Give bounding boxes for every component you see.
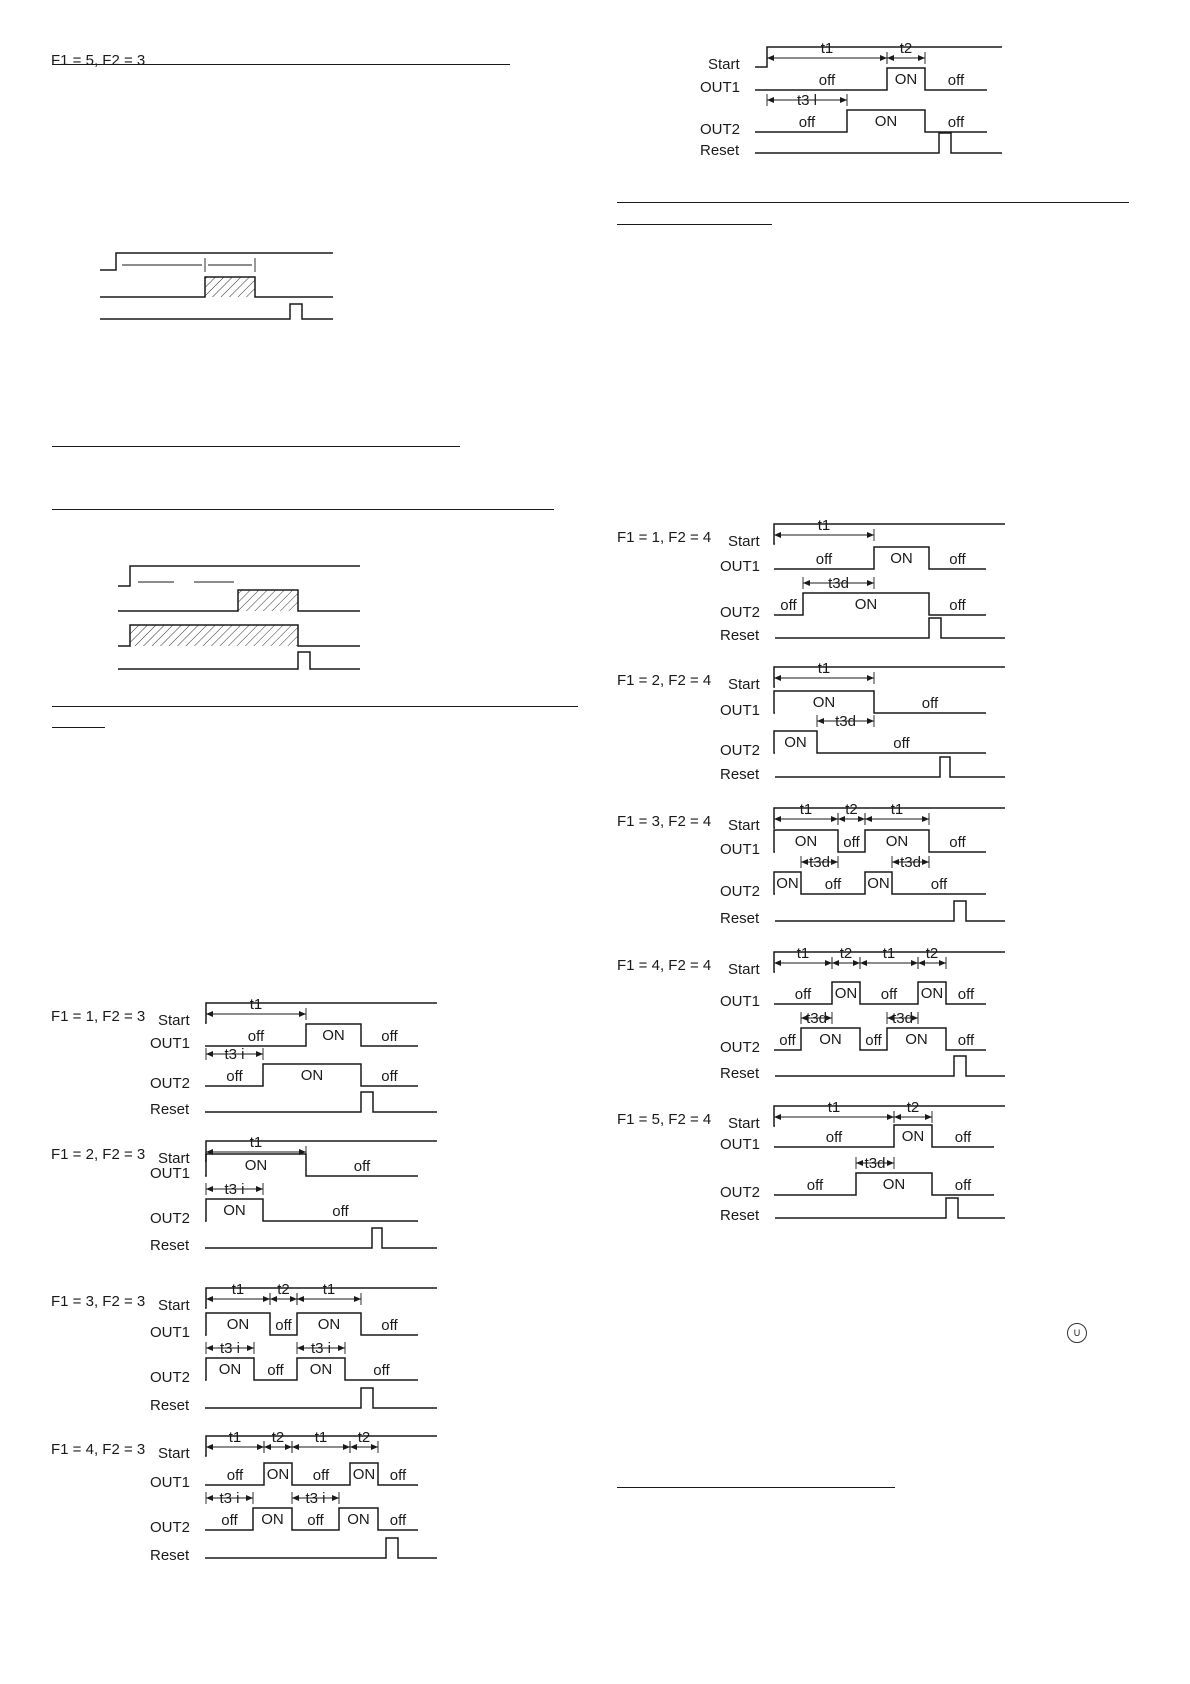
dim-t3i-arrow bbox=[338, 1345, 345, 1351]
reset-waveform bbox=[775, 1198, 1005, 1218]
dim-label-t1: t1 bbox=[231, 1281, 245, 1298]
dim-t2-arrow bbox=[270, 1296, 277, 1302]
dim-label-t2: t2 bbox=[839, 945, 853, 962]
u-mark-text: U bbox=[1073, 1328, 1081, 1338]
out1-label: OUT1 bbox=[720, 558, 761, 575]
dim-t1-arrow bbox=[774, 1114, 781, 1120]
timing-diagram-1 bbox=[51, 996, 437, 1118]
dim-label-t3: t3 i bbox=[305, 1490, 326, 1507]
out1-state-off: off bbox=[381, 1028, 398, 1045]
dim-label-t1: t1 bbox=[890, 801, 904, 818]
reset-waveform bbox=[205, 1092, 437, 1112]
schematic-diagram-a bbox=[100, 253, 333, 319]
reset-waveform bbox=[775, 901, 1005, 921]
out1-label: OUT1 bbox=[700, 79, 741, 96]
out1-state-off: off bbox=[949, 834, 966, 851]
timing-diagram-2 bbox=[51, 1134, 437, 1254]
dim-label-t2: t2 bbox=[271, 1429, 285, 1446]
diagram-title: F1 = 1, F2 = 4 bbox=[617, 529, 712, 546]
dim-label-t1: t1 bbox=[249, 996, 263, 1013]
out2-state-on: ON bbox=[854, 596, 878, 613]
out2-state-off: off bbox=[949, 597, 966, 614]
reset-label: Reset bbox=[150, 1237, 190, 1254]
out2-state-on: ON bbox=[905, 1031, 928, 1048]
out2-state-off: off bbox=[780, 597, 797, 614]
out1-state-off: off bbox=[815, 551, 833, 568]
out2-label: OUT2 bbox=[720, 1039, 761, 1056]
reset-label: Reset bbox=[720, 1207, 760, 1224]
out2-state-on: ON bbox=[223, 1202, 246, 1219]
out1-state-on: ON bbox=[794, 833, 818, 850]
dim-t2-arrow bbox=[264, 1444, 271, 1450]
dim-t1-arrow bbox=[887, 1114, 894, 1120]
out2-state-off: off bbox=[226, 1068, 243, 1085]
out1-state-off: off bbox=[389, 1467, 407, 1484]
out2-state-on: ON bbox=[882, 1176, 906, 1193]
out2-state-off: off bbox=[373, 1362, 390, 1379]
dim-t3i-arrow bbox=[247, 1345, 254, 1351]
dim-label-t3: t3d bbox=[806, 1010, 827, 1027]
out2-state-off: off bbox=[865, 1032, 882, 1049]
dim-t2-arrow bbox=[918, 55, 925, 61]
dim-label-t3: t3d bbox=[828, 575, 849, 592]
out1-label: OUT1 bbox=[720, 841, 761, 858]
dim-label-t2: t2 bbox=[899, 40, 913, 57]
dim-label-t3: t3 i bbox=[224, 1046, 245, 1063]
dim-label-t3: t3 i bbox=[310, 1340, 332, 1357]
timing-diagram-9 bbox=[617, 1099, 1005, 1224]
out1-state-on: ON bbox=[812, 694, 836, 711]
out1-state-off: off bbox=[353, 1158, 371, 1175]
dim-label-t3: t3 i bbox=[219, 1490, 240, 1507]
dim-t2-arrow bbox=[371, 1444, 378, 1450]
dim-label-t3: t3 l bbox=[796, 92, 818, 109]
timing-diagram-6 bbox=[617, 660, 1005, 783]
out2-state-on: ON bbox=[867, 875, 890, 892]
reset-label: Reset bbox=[150, 1101, 190, 1118]
out1-state-on: ON bbox=[322, 1027, 345, 1044]
out2-label: OUT2 bbox=[150, 1369, 191, 1386]
out1-state-off: off bbox=[921, 695, 939, 712]
out1-state-off: off bbox=[825, 1129, 843, 1146]
out2-state-on: ON bbox=[218, 1361, 242, 1378]
reset-label: Reset bbox=[720, 766, 760, 783]
out1-state-on: ON bbox=[890, 550, 913, 567]
out2-state-off: off bbox=[332, 1203, 349, 1220]
out2-state-on: ON bbox=[300, 1067, 324, 1084]
out1-state-off: off bbox=[947, 72, 965, 89]
reset-label: Reset bbox=[720, 1065, 760, 1082]
out2-label: OUT2 bbox=[700, 121, 741, 138]
timing-diagram-7 bbox=[617, 801, 1005, 927]
dim-t1-arrow bbox=[263, 1296, 270, 1302]
out1-state-off: off bbox=[381, 1317, 398, 1334]
dim-t1-arrow bbox=[825, 960, 832, 966]
out2-label: OUT2 bbox=[720, 604, 761, 621]
out1-state-on: ON bbox=[885, 833, 909, 850]
out2-state-off: off bbox=[806, 1177, 824, 1194]
dim-t3i-arrow bbox=[246, 1495, 253, 1501]
start-waveform bbox=[755, 47, 1002, 67]
out2-state-off: off bbox=[957, 1032, 975, 1049]
out1-label: OUT1 bbox=[720, 702, 761, 719]
start-waveform bbox=[774, 667, 1005, 687]
dim-t1-arrow bbox=[865, 816, 872, 822]
out2-state-off: off bbox=[779, 1032, 796, 1049]
dim-t1-arrow bbox=[206, 1011, 213, 1017]
dim-t1-arrow bbox=[767, 55, 774, 61]
dim-label-t1: t1 bbox=[799, 801, 813, 818]
dim-t3i-arrow bbox=[206, 1345, 213, 1351]
reset-waveform bbox=[775, 757, 1005, 777]
reset-waveform bbox=[205, 1388, 437, 1408]
reset-label: Reset bbox=[700, 142, 740, 159]
dim-t1-arrow bbox=[206, 1296, 213, 1302]
out1-state-off: off bbox=[794, 986, 812, 1003]
dim-label-t1: t1 bbox=[796, 945, 810, 962]
dim-label-t2: t2 bbox=[925, 945, 939, 962]
schematic-diagram-b bbox=[118, 566, 360, 669]
reset-waveform bbox=[775, 618, 1005, 638]
out1-state-off: off bbox=[843, 834, 860, 851]
dim-label-t2: t2 bbox=[906, 1099, 920, 1116]
out2-state-off: off bbox=[381, 1068, 398, 1085]
dim-t2-arrow bbox=[918, 960, 925, 966]
out1-label: OUT1 bbox=[720, 1136, 761, 1153]
dim-label-t1: t1 bbox=[882, 945, 896, 962]
dim-t1-arrow bbox=[354, 1296, 361, 1302]
dim-label-t3: t3d bbox=[835, 713, 856, 730]
dim-t1-arrow bbox=[343, 1444, 350, 1450]
dim-label-t1: t1 bbox=[249, 1134, 263, 1151]
diagram-title: F1 = 4, F2 = 4 bbox=[617, 957, 712, 974]
out1-state-on: ON bbox=[901, 1128, 925, 1145]
out2-state-on: ON bbox=[261, 1511, 284, 1528]
dim-t2-arrow bbox=[832, 960, 839, 966]
dim-t1-arrow bbox=[860, 960, 867, 966]
dim-t1-arrow bbox=[292, 1444, 299, 1450]
out2-state-on: ON bbox=[874, 113, 898, 130]
out1-state-on: ON bbox=[226, 1316, 250, 1333]
out1-state-off: off bbox=[954, 1129, 972, 1146]
dim-t3i-arrow bbox=[332, 1495, 339, 1501]
out1-state-off: off bbox=[818, 72, 836, 89]
diagram-title: F1 = 1, F2 = 3 bbox=[51, 1008, 146, 1025]
timing-diagram-4 bbox=[51, 1429, 437, 1564]
dim-t2-arrow bbox=[858, 816, 865, 822]
reset-waveform bbox=[755, 133, 1002, 153]
reset-waveform bbox=[205, 1228, 437, 1248]
out2-label: OUT2 bbox=[150, 1210, 191, 1227]
dim-t2-arrow bbox=[285, 1444, 292, 1450]
reset-label: Reset bbox=[150, 1547, 190, 1564]
out2-state-off: off bbox=[947, 114, 965, 131]
dim-t1-arrow bbox=[831, 816, 838, 822]
dim-t1-arrow bbox=[774, 816, 781, 822]
dim-t2-arrow bbox=[290, 1296, 297, 1302]
diagram-title: F1 = 2, F2 = 4 bbox=[617, 672, 712, 689]
dim-label-t2: t2 bbox=[845, 801, 858, 818]
dim-t1-arrow bbox=[257, 1444, 264, 1450]
dim-label-t2: t2 bbox=[357, 1429, 371, 1446]
dim-label-t3: t3d bbox=[809, 854, 830, 871]
dim-label-t1: t1 bbox=[817, 660, 831, 677]
out2-label: OUT2 bbox=[150, 1075, 191, 1092]
start-waveform bbox=[205, 1003, 437, 1023]
start-waveform bbox=[205, 1141, 437, 1161]
dim-t1-arrow bbox=[774, 675, 781, 681]
out1-waveform bbox=[205, 1154, 418, 1176]
out1-label: OUT1 bbox=[150, 1474, 191, 1491]
out1-state-off: off bbox=[247, 1028, 265, 1045]
dim-t3i-arrow bbox=[292, 1495, 299, 1501]
dim-t2-arrow bbox=[887, 55, 894, 61]
dim-t3i-arrow bbox=[256, 1051, 263, 1057]
dim-t3d-arrow bbox=[803, 580, 810, 586]
start-waveform bbox=[774, 524, 1005, 544]
out1-state-off: off bbox=[275, 1317, 292, 1334]
out2-state-on: ON bbox=[776, 875, 799, 892]
out1-waveform bbox=[774, 691, 986, 713]
out2-label: OUT2 bbox=[150, 1519, 191, 1536]
start-label: Start bbox=[708, 56, 740, 73]
dim-t2-arrow bbox=[853, 960, 860, 966]
dim-label-t1: t1 bbox=[314, 1429, 328, 1446]
dim-t3d-arrow bbox=[867, 580, 874, 586]
reset-waveform bbox=[775, 1056, 1005, 1076]
out1-label: OUT1 bbox=[150, 1324, 191, 1341]
dim-t1-arrow bbox=[867, 675, 874, 681]
out1-state-on: ON bbox=[352, 1466, 376, 1483]
diagram-title: F1 = 4, F2 = 3 bbox=[51, 1441, 146, 1458]
start-label: Start bbox=[158, 1012, 190, 1029]
dim-t2-arrow bbox=[925, 1114, 932, 1120]
dim-t3d-arrow bbox=[867, 718, 874, 724]
dim-t2-arrow bbox=[894, 1114, 901, 1120]
out2-state-off: off bbox=[893, 735, 910, 752]
start-label: Start bbox=[728, 533, 760, 550]
out1-state-off: off bbox=[957, 986, 975, 1003]
diagram-title: F1 = 2, F2 = 3 bbox=[51, 1146, 146, 1163]
dim-t3d-arrow bbox=[856, 1160, 863, 1166]
dim-t3l-arrow bbox=[767, 97, 774, 103]
out2-state-off: off bbox=[221, 1512, 238, 1529]
dim-t1-arrow bbox=[922, 816, 929, 822]
out1-state-on: ON bbox=[266, 1466, 290, 1483]
diagram-title: F1 = 5, F2 = 4 bbox=[617, 1111, 712, 1128]
out1-state-off: off bbox=[226, 1467, 244, 1484]
dim-t3i-arrow bbox=[206, 1186, 213, 1192]
timing-diagram-3 bbox=[51, 1281, 437, 1414]
out2-state-on: ON bbox=[309, 1361, 333, 1378]
dim-t1-arrow bbox=[297, 1296, 304, 1302]
dim-t3d-arrow bbox=[892, 859, 899, 865]
out1-state-off: off bbox=[880, 986, 898, 1003]
dim-t1-arrow bbox=[911, 960, 918, 966]
dim-t2-arrow bbox=[939, 960, 946, 966]
start-label: Start bbox=[728, 817, 760, 834]
dim-t3i-arrow bbox=[206, 1495, 213, 1501]
start-label: Start bbox=[728, 961, 760, 978]
dim-t1-arrow bbox=[774, 532, 781, 538]
dim-label-t1: t1 bbox=[817, 517, 831, 534]
out1-state-on: ON bbox=[894, 71, 918, 88]
out2-state-on: ON bbox=[347, 1511, 370, 1528]
out2-state-off: off bbox=[307, 1512, 324, 1529]
dim-t1-arrow bbox=[867, 532, 874, 538]
timing-diagram-5 bbox=[617, 517, 1005, 644]
dim-t3l-arrow bbox=[840, 97, 847, 103]
dim-label-t3: t3 i bbox=[224, 1181, 245, 1198]
dim-t3d-arrow bbox=[831, 859, 838, 865]
start-label: Start bbox=[728, 1115, 760, 1132]
dim-label-t3: t3 i bbox=[219, 1340, 241, 1357]
out2-state-off: off bbox=[930, 876, 948, 893]
out1-state-on: ON bbox=[317, 1316, 341, 1333]
diagram-title: F1 = 3, F2 = 4 bbox=[617, 813, 712, 830]
dim-label-t1: t1 bbox=[820, 40, 834, 57]
reset-waveform bbox=[205, 1538, 437, 1558]
dim-label-t3: t3d bbox=[892, 1010, 913, 1027]
out2-state-off: off bbox=[824, 876, 842, 893]
out2-state-off: off bbox=[389, 1512, 407, 1529]
out1-state-on: ON bbox=[920, 985, 944, 1002]
out2-state-on: ON bbox=[784, 734, 807, 751]
dim-t3i-arrow bbox=[256, 1186, 263, 1192]
dim-t3i-arrow bbox=[206, 1051, 213, 1057]
timing-diagram-8 bbox=[617, 945, 1005, 1082]
dim-label-t2: t2 bbox=[277, 1281, 290, 1298]
dim-t3d-arrow bbox=[922, 859, 929, 865]
out1-state-off: off bbox=[949, 551, 966, 568]
out2-label: OUT2 bbox=[720, 742, 761, 759]
out1-state-on: ON bbox=[244, 1157, 268, 1174]
dim-label-t1: t1 bbox=[827, 1099, 841, 1116]
start-label: Start bbox=[158, 1297, 190, 1314]
dim-t1-arrow bbox=[774, 960, 781, 966]
start-label: Start bbox=[158, 1150, 190, 1167]
dim-label-t1: t1 bbox=[228, 1429, 242, 1446]
start-label: Start bbox=[728, 676, 760, 693]
timing-diagram-0 bbox=[51, 40, 1002, 159]
diagram-title: F1 = 3, F2 = 3 bbox=[51, 1293, 146, 1310]
dim-t3i-arrow bbox=[297, 1345, 304, 1351]
dim-t1-arrow bbox=[880, 55, 887, 61]
out2-label: OUT2 bbox=[720, 1184, 761, 1201]
dim-label-t3: t3d bbox=[864, 1155, 886, 1172]
out1-label: OUT1 bbox=[150, 1165, 191, 1182]
dim-t1-arrow bbox=[299, 1011, 306, 1017]
dim-label-t1: t1 bbox=[322, 1281, 336, 1298]
out2-state-off: off bbox=[267, 1362, 284, 1379]
out1-label: OUT1 bbox=[150, 1035, 191, 1052]
dim-t2-arrow bbox=[838, 816, 845, 822]
reset-label: Reset bbox=[150, 1397, 190, 1414]
dim-t2-arrow bbox=[350, 1444, 357, 1450]
f1-f2-diagrams bbox=[51, 40, 1005, 1564]
dim-t1-arrow bbox=[206, 1444, 213, 1450]
out2-state-off: off bbox=[798, 114, 816, 131]
out1-state-off: off bbox=[312, 1467, 330, 1484]
out1-label: OUT1 bbox=[720, 993, 761, 1010]
dim-label-t3: t3d bbox=[900, 854, 921, 871]
reset-label: Reset bbox=[720, 910, 760, 927]
reset-label: Reset bbox=[720, 627, 760, 644]
start-label: Start bbox=[158, 1445, 190, 1462]
diagram-title: F1 = 5, F2 = 3 bbox=[51, 52, 146, 69]
dim-t3d-arrow bbox=[801, 859, 808, 865]
out1-state-on: ON bbox=[834, 985, 858, 1002]
dim-t3d-arrow bbox=[817, 718, 824, 724]
out2-label: OUT2 bbox=[720, 883, 761, 900]
out2-state-on: ON bbox=[819, 1031, 842, 1048]
dim-t3d-arrow bbox=[887, 1160, 894, 1166]
out2-state-off: off bbox=[954, 1177, 972, 1194]
